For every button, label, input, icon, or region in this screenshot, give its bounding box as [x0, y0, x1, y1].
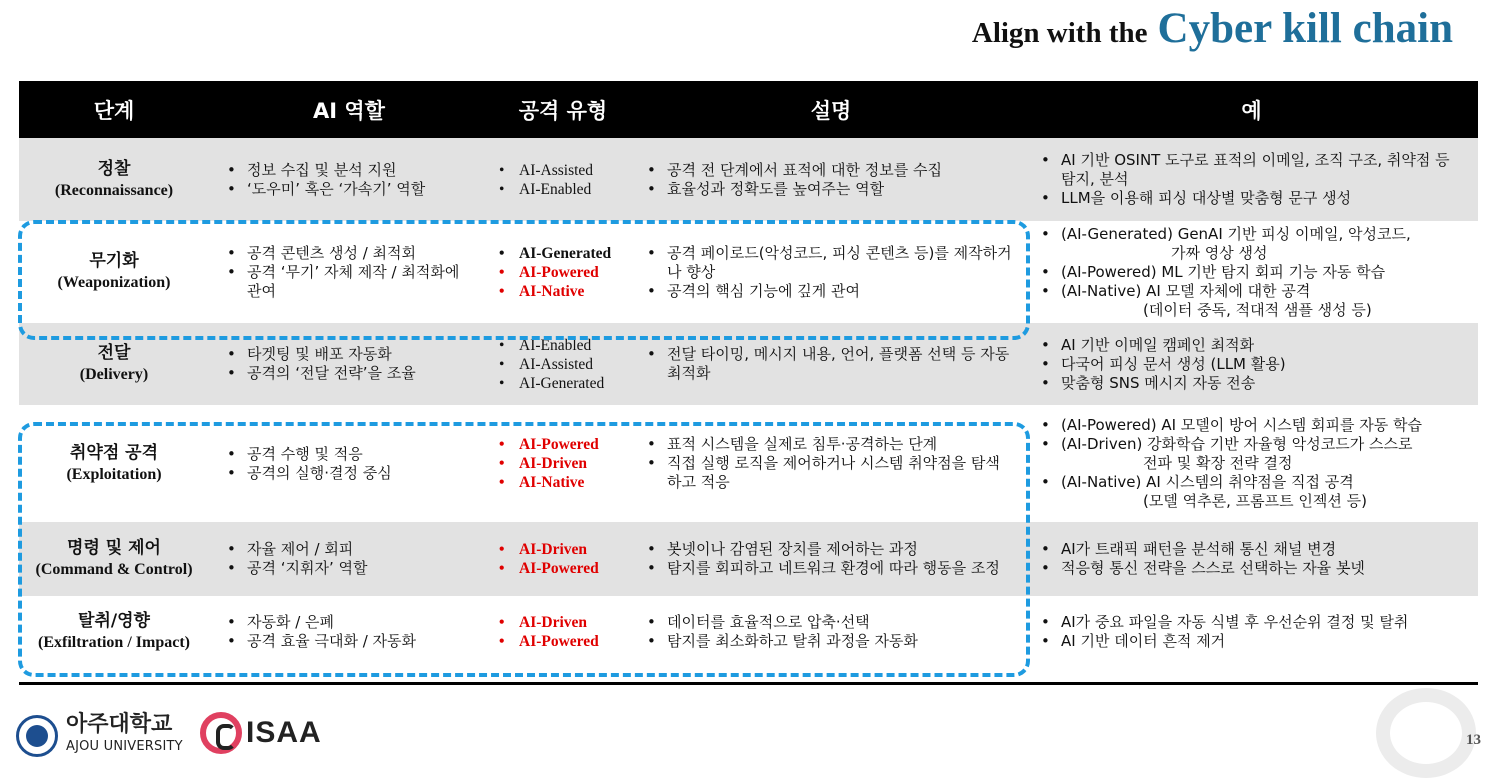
type-item: • AI-Driven	[519, 454, 637, 473]
table-row	[19, 138, 1478, 221]
header-ai-role: AI 역할	[209, 81, 489, 138]
type-item: • AI-Generated	[519, 244, 637, 263]
ajou-seal-icon	[16, 715, 58, 757]
stage-en: (Reconnaissance)	[54, 181, 174, 199]
bottom-divider	[19, 682, 1478, 685]
desc-cell	[637, 138, 1025, 221]
highlight-box-weaponization	[18, 220, 1030, 340]
example-item: • 맞춤형 SNS 메시지 자동 전송	[1061, 374, 1458, 393]
example-item: 가짜 영상 생성	[1171, 243, 1268, 262]
type-item: • AI-Enabled	[519, 180, 637, 199]
ajou-logo	[16, 714, 183, 758]
example-item: • AI 기반 OSINT 도구로 표적의 이메일, 조직 구조, 취약점 등 탐지, 분석	[1061, 151, 1458, 189]
desc-item: • 효율성과 정확도를 높여주는 역할	[667, 180, 1025, 199]
example-item: • LLM을 이용해 피싱 대상별 맞춤형 문구 생성	[1061, 189, 1458, 208]
example-cell	[1025, 323, 1478, 405]
title-main: Cyber kill chain	[1157, 5, 1453, 52]
stage-ko: 탈취/영향	[78, 611, 150, 631]
stage-en: (Exfiltration / Impact)	[38, 634, 190, 651]
page-number: 13	[1466, 732, 1481, 748]
desc-item: • 전달 타이밍, 메시지 내용, 언어, 플랫폼 선택 등 자동 최적화	[667, 345, 1013, 383]
type-item: • AI-Powered	[519, 263, 637, 282]
example-item: • (AI-Generated) GenAI 기반 피싱 이메일, 악성코드,	[1061, 225, 1458, 244]
stage-cell	[19, 138, 209, 221]
example-item: • 다국어 피싱 문서 생성 (LLM 활용)	[1061, 355, 1458, 374]
desc-item: • 표적 시스템을 실제로 침투·공격하는 단계	[667, 435, 1013, 454]
example-cell	[1025, 596, 1478, 668]
type-item: • AI-Native	[519, 282, 637, 301]
type-item: • AI-Powered	[519, 435, 637, 454]
example-item: • AI 기반 데이터 흔적 제거	[1061, 632, 1458, 651]
role-item: • 공격 콘텐츠 생성 / 최적회	[247, 244, 475, 263]
example-item: (데이터 중독, 적대적 샘플 생성 등)	[1143, 300, 1372, 319]
stage-ko: 정찰	[97, 158, 131, 179]
isaa-logo	[200, 712, 322, 754]
role-item: • 정보 수집 및 분석 지원	[247, 161, 489, 180]
watermark-icon	[1376, 688, 1476, 778]
stage-en: (Delivery)	[79, 366, 149, 383]
example-cell	[1025, 138, 1478, 221]
type-item: • AI-Driven	[519, 540, 637, 559]
desc-item: • 직접 실행 로직을 제어하거나 시스템 취약점을 탐색하고 적응	[667, 454, 1013, 492]
role-item: • 공격 수행 및 적응	[247, 445, 489, 464]
role-item: • 공격의 ‘전달 전략’을 조율	[247, 364, 489, 383]
stage-ko: 취약점 공격	[69, 442, 159, 463]
highlight-box-exploitation-to-exfiltration	[18, 422, 1030, 677]
stage-en: (Exploitation)	[66, 465, 162, 483]
desc-item: • 공격 페이로드(악성코드, 피싱 콘텐츠 등)를 제작하거나 향상	[667, 244, 1013, 282]
type-item: • AI-Native	[519, 473, 637, 492]
isaa-name: ISAA	[246, 716, 322, 749]
example-item: • (AI-Powered) ML 기반 탐지 회피 기능 자동 학습	[1061, 263, 1458, 282]
example-item: • AI가 중요 파일을 자동 식별 후 우선순위 결정 및 탈취	[1061, 613, 1458, 632]
type-item: • AI-Assisted	[519, 355, 637, 374]
type-item: • AI-Powered	[519, 559, 637, 578]
header-attack-type: 공격 유형	[489, 81, 637, 138]
stage-en: (Command & Control)	[35, 561, 193, 578]
header-description: 설명	[637, 81, 1025, 138]
stage-ko: 전달	[97, 343, 131, 363]
example-item: • (AI-Powered) AI 모델이 방어 시스템 회피를 자동 학습	[1061, 416, 1458, 435]
ajou-name-ko: 아주대학교	[66, 712, 173, 737]
desc-item: • 데이터를 효율적으로 압축·선택	[667, 613, 1013, 632]
title-prefix: Align with the	[971, 17, 1148, 49]
example-cell	[1025, 522, 1478, 596]
header-examples: 예	[1025, 81, 1478, 138]
type-item: • AI-Generated	[519, 374, 637, 393]
desc-item: • 봇넷이나 감염된 장치를 제어하는 과정	[667, 540, 1013, 559]
table-header-row	[19, 81, 1478, 138]
stage-ko: 명령 및 제어	[67, 538, 161, 558]
type-cell	[489, 138, 637, 221]
type-item: • AI-Driven	[519, 613, 637, 632]
example-cell	[1025, 221, 1478, 323]
type-item: • AI-Enabled	[519, 336, 637, 355]
example-item: • AI 기반 이메일 캠페인 최적화	[1061, 336, 1458, 355]
slide-title	[972, 4, 1453, 53]
role-item: • 타겟팅 및 배포 자동화	[247, 345, 489, 364]
isaa-mark-icon	[200, 712, 242, 754]
ajou-name-en: AJOU UNIVERSITY	[66, 739, 183, 754]
example-item: • AI가 트래픽 패턴을 분석해 통신 채널 변경	[1061, 540, 1458, 559]
type-item: • AI-Powered	[519, 632, 637, 651]
role-item: • 공격의 실행·결정 중심	[247, 464, 489, 483]
type-item: • AI-Assisted	[519, 161, 637, 180]
role-item: • 공격 ‘무기’ 자체 제작 / 최적화에 관여	[247, 263, 475, 301]
role-item: • 공격 ‘지휘자’ 역할	[247, 559, 489, 578]
desc-item: • 탐지를 최소화하고 탈취 과정을 자동화	[667, 632, 1013, 651]
stage-ko: 무기화	[89, 251, 139, 271]
example-item: • (AI-Driven) 강화학습 기반 자율형 악성코드가 스스로	[1061, 435, 1458, 454]
role-item: • 자율 제어 / 회피	[247, 540, 489, 559]
role-item: • ‘도우미’ 혹은 ‘가속기’ 역할	[247, 180, 489, 199]
example-cell	[1025, 405, 1478, 522]
header-stage: 단계	[19, 81, 209, 138]
role-item: • 공격 효율 극대화 / 자동화	[247, 632, 489, 651]
stage-en: (Weaponization)	[57, 274, 171, 291]
role-cell	[209, 138, 489, 221]
desc-item: • 공격 전 단계에서 표적에 대한 정보를 수집	[667, 161, 1025, 180]
role-item: • 자동화 / 은폐	[247, 613, 489, 632]
example-item: • 적응형 통신 전략을 스스로 선택하는 자율 봇넷	[1061, 559, 1458, 578]
example-item: • (AI-Native) AI 모델 자체에 대한 공격	[1061, 282, 1458, 301]
example-item: • (AI-Native) AI 시스템의 취약점을 직접 공격	[1061, 473, 1458, 492]
example-item: 전파 및 확장 전략 결정	[1143, 454, 1293, 472]
desc-item: • 공격의 핵심 기능에 깊게 관여	[667, 282, 1013, 301]
example-item: (모델 역추론, 프롬프트 인젝션 등)	[1143, 492, 1367, 510]
desc-item: • 탐지를 회피하고 네트워크 환경에 따라 행동을 조정	[667, 559, 1013, 578]
